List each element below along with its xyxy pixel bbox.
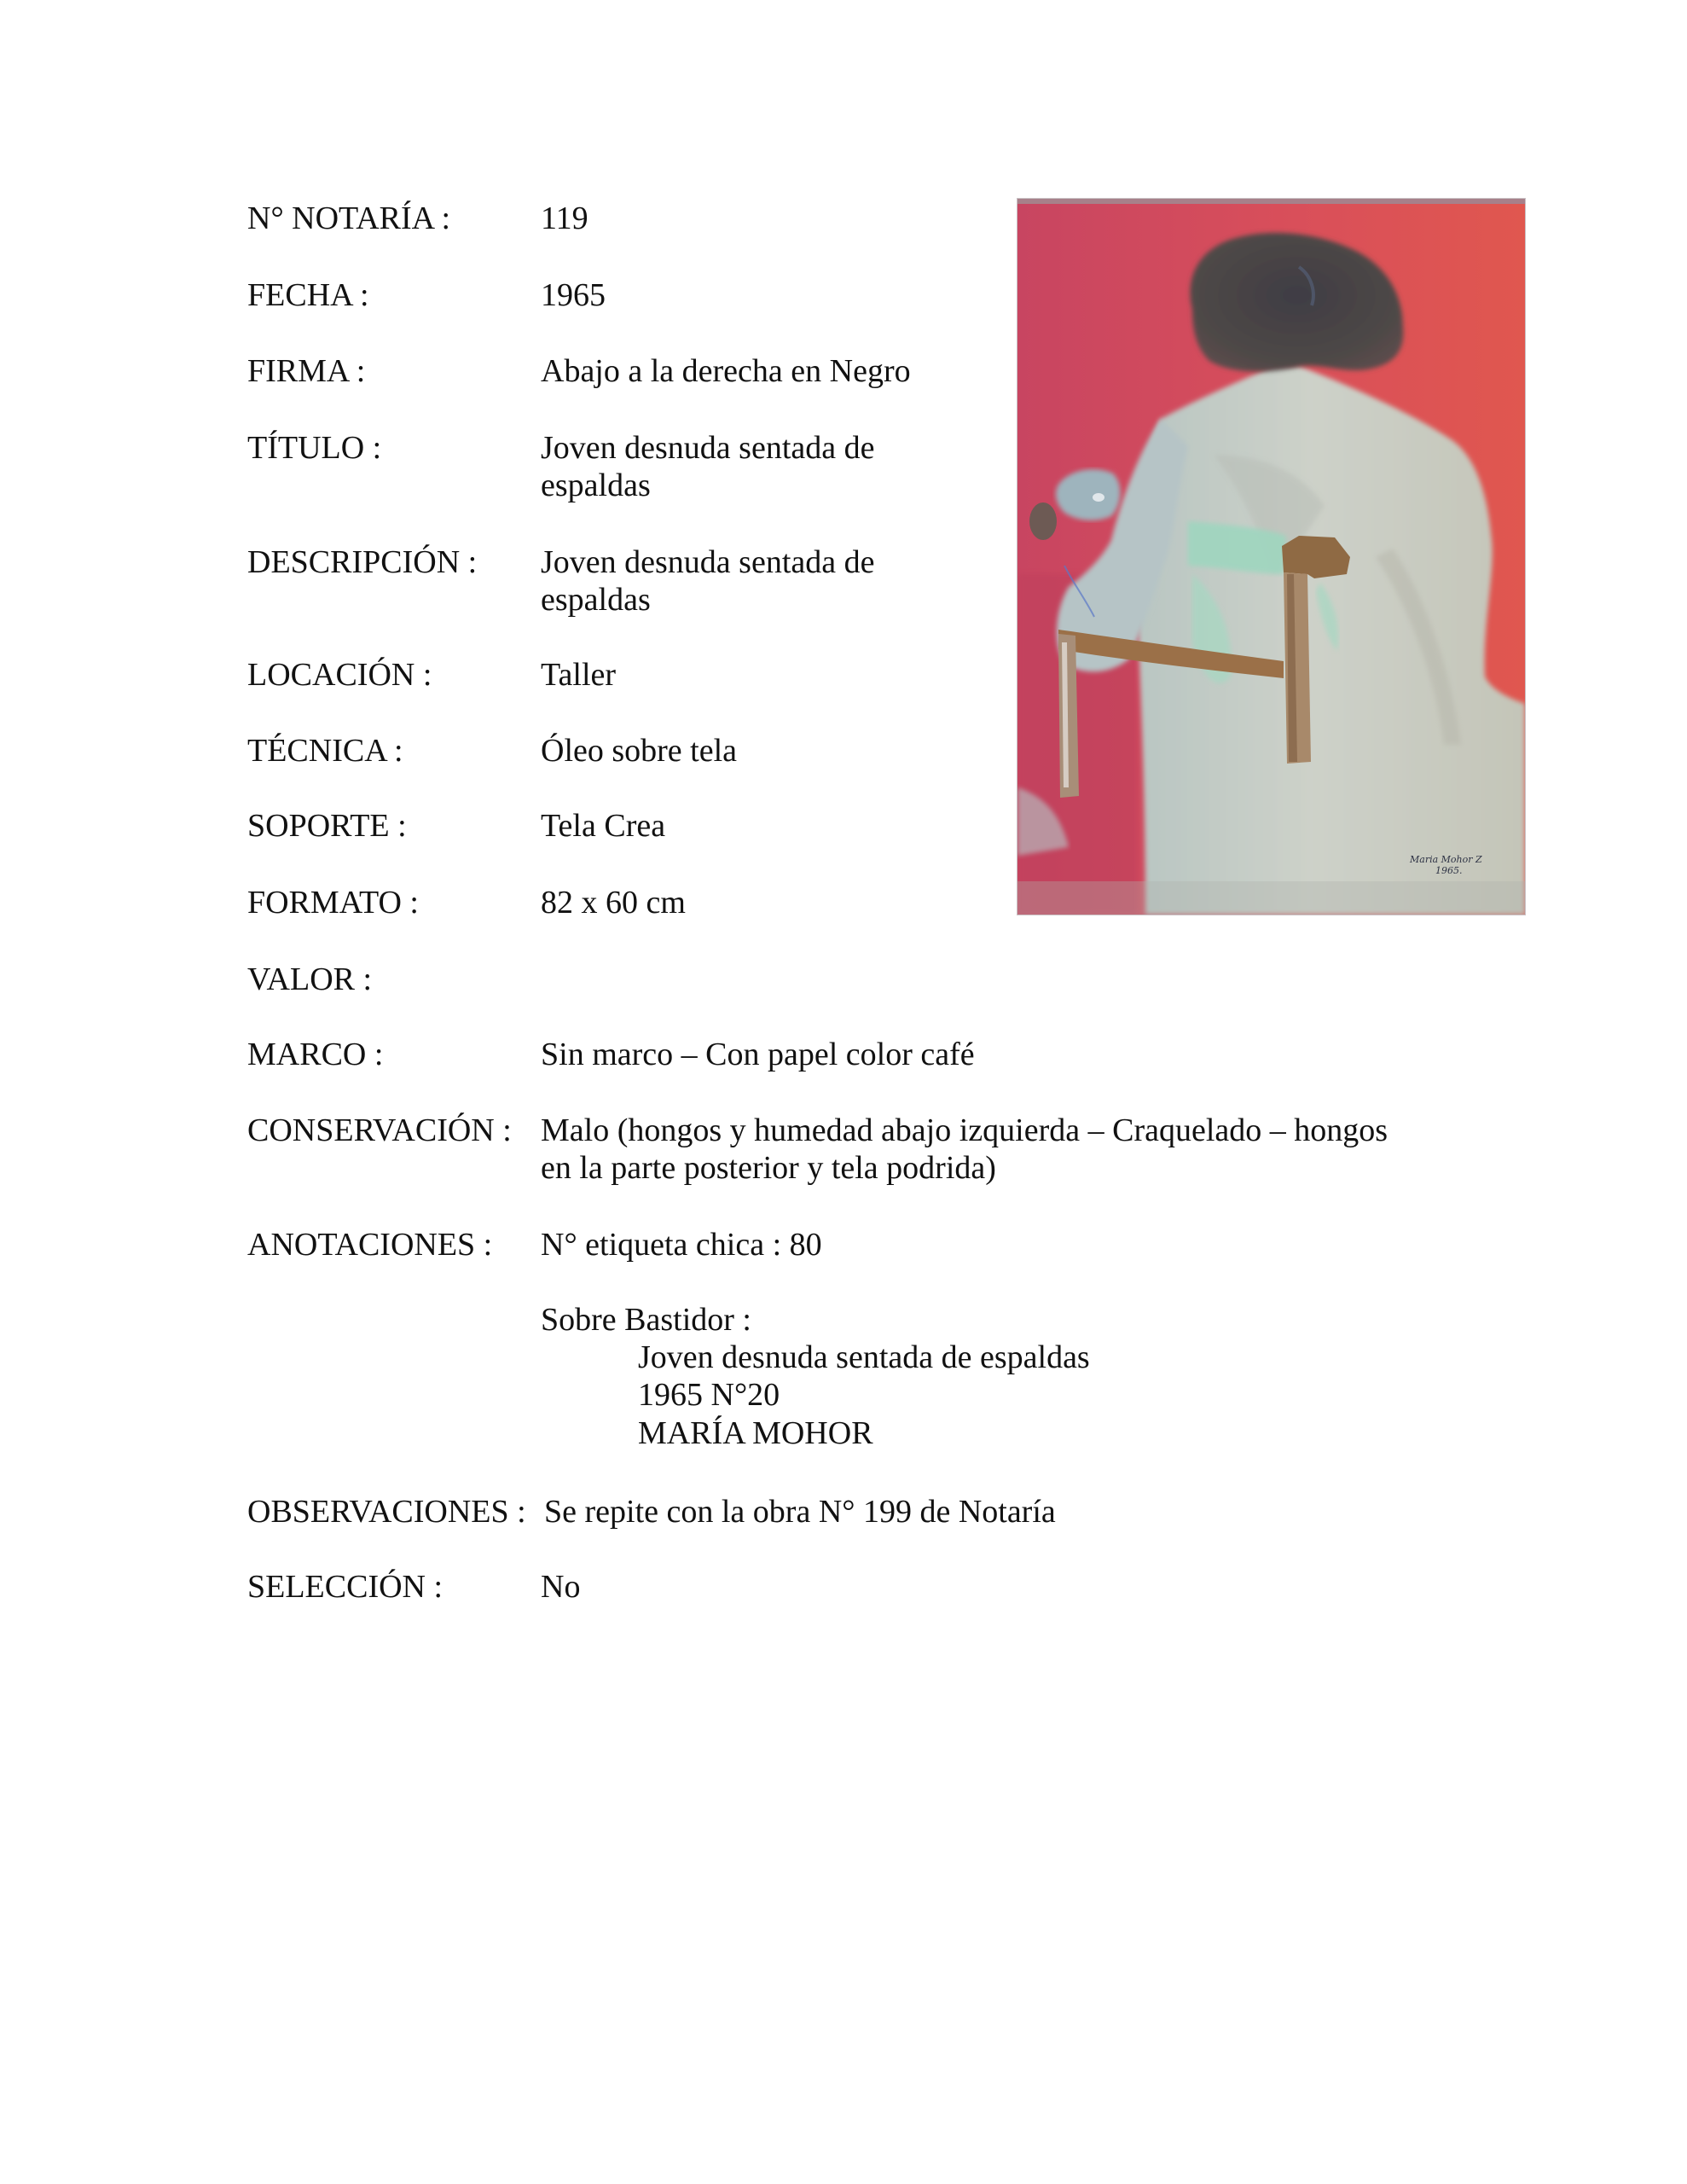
titulo-label: TÍTULO :	[247, 430, 382, 466]
soporte-value: Tela Crea	[541, 808, 666, 844]
locacion-value: Taller	[541, 657, 617, 693]
titulo-value-line-2: espaldas	[541, 468, 651, 503]
painting-signature-line-2: 1965.	[1435, 865, 1463, 876]
notaria-label: N° NOTARÍA :	[247, 200, 451, 236]
seleccion-value: No	[541, 1569, 581, 1605]
descripcion-value-line-2: espaldas	[541, 582, 651, 618]
valor-label: VALOR :	[247, 961, 373, 997]
anotaciones-label: ANOTACIONES :	[247, 1227, 493, 1263]
observaciones-label: OBSERVACIONES :	[247, 1494, 526, 1530]
conservacion-value-line-2: en la parte posterior y tela podrida)	[541, 1150, 996, 1186]
anotaciones-bastidor-heading: Sobre Bastidor :	[541, 1302, 751, 1338]
artwork-photo	[1017, 199, 1525, 915]
conservacion-value-line-1: Malo (hongos y humedad abajo izquierda – Craquelado – hongos	[541, 1112, 1388, 1148]
painting-signature-line-1: Maria Mohor Z	[1410, 854, 1482, 865]
titulo-value-line-1: Joven desnuda sentada de	[541, 430, 875, 466]
formato-value: 82 x 60 cm	[541, 885, 686, 921]
tecnica-value: Óleo sobre tela	[541, 733, 738, 769]
soporte-label: SOPORTE :	[247, 808, 407, 844]
tecnica-label: TÉCNICA :	[247, 733, 403, 769]
formato-label: FORMATO :	[247, 885, 419, 921]
anotaciones-etiqueta: N° etiqueta chica : 80	[541, 1227, 822, 1263]
marco-value: Sin marco – Con papel color café	[541, 1037, 975, 1072]
conservacion-label: CONSERVACIÓN :	[247, 1112, 512, 1148]
descripcion-value-line-1: Joven desnuda sentada de	[541, 544, 875, 580]
firma-label: FIRMA :	[247, 353, 366, 389]
marco-label: MARCO :	[247, 1037, 384, 1072]
locacion-label: LOCACIÓN :	[247, 657, 432, 693]
chair-left-post	[1058, 634, 1079, 798]
descripcion-label: DESCRIPCIÓN :	[247, 544, 478, 580]
firma-value: Abajo a la derecha en Negro	[541, 353, 911, 389]
anotaciones-bastidor-line-1: Joven desnuda sentada de espaldas	[638, 1339, 1090, 1375]
observaciones-value: Se repite con la obra N° 199 de Notaría	[544, 1494, 1056, 1530]
artwork-painting	[1017, 199, 1525, 915]
chair-knob	[1029, 502, 1057, 540]
fecha-label: FECHA :	[247, 277, 369, 313]
fecha-value: 1965	[541, 277, 606, 313]
seleccion-label: SELECCIÓN :	[247, 1569, 443, 1605]
anotaciones-bastidor-line-3: MARÍA MOHOR	[638, 1415, 873, 1451]
notaria-value: 119	[541, 200, 588, 236]
anotaciones-bastidor-line-2: 1965 N°20	[638, 1377, 780, 1413]
